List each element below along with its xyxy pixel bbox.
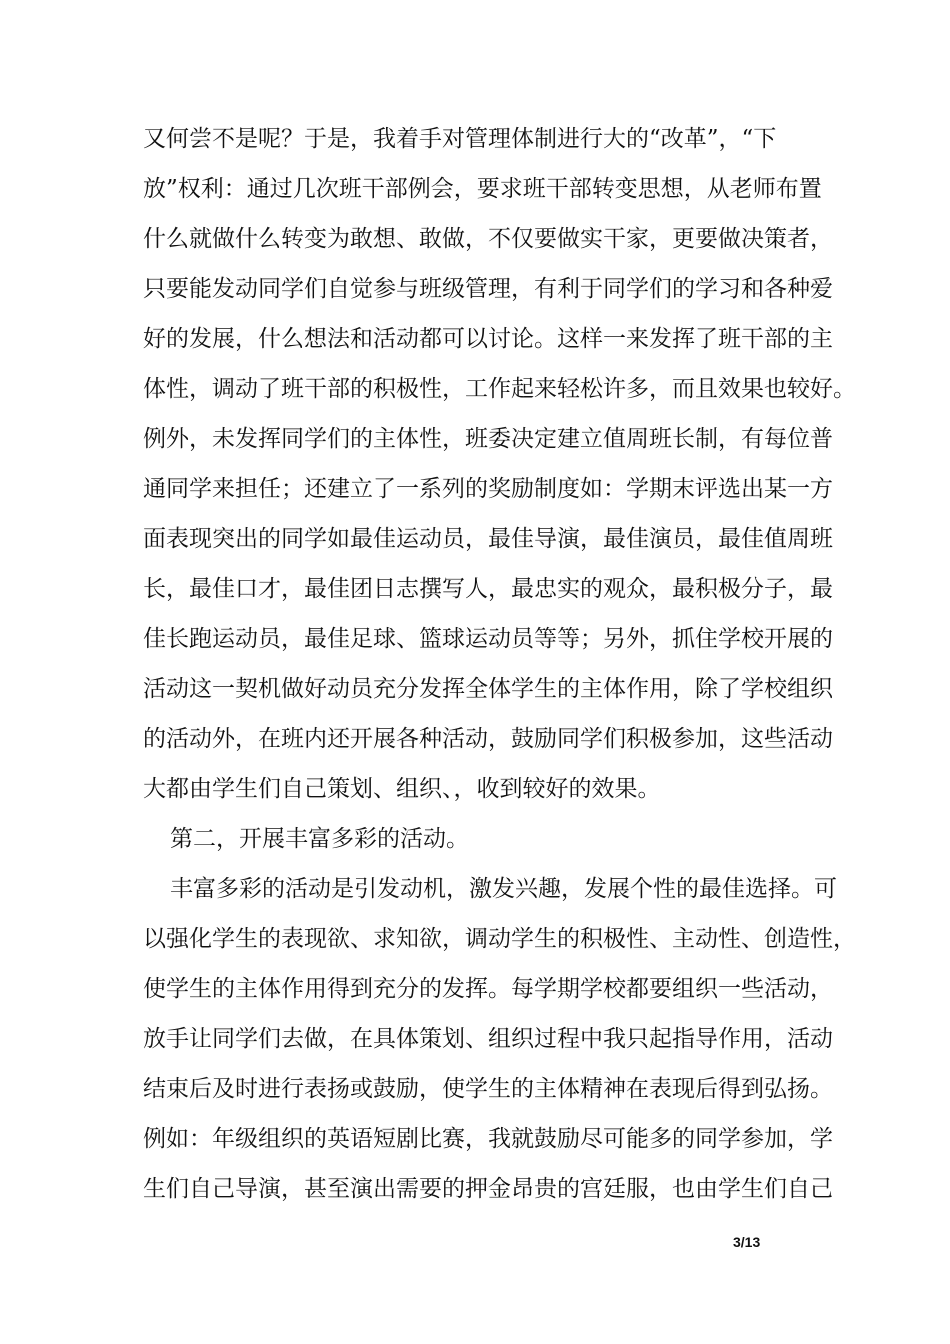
text-line: 的活动外，在班内还开展各种活动，鼓励同学们积极参加，这些活动 — [143, 726, 833, 752]
text-line: 体性，调动了班干部的积极性，工作起来轻松许多，而且效果也较好。 — [143, 376, 856, 402]
text-line: 例如：年级组织的英语短剧比赛，我就鼓励尽可能多的同学参加，学 — [143, 1126, 833, 1152]
text-line: 面表现突出的同学如最佳运动员，最佳导演，最佳演员，最佳值周班 — [143, 526, 833, 552]
text-line: 例外，未发挥同学们的主体性，班委决定建立值周班长制，有每位普 — [143, 426, 833, 452]
text-line: 丰富多彩的活动是引发动机，激发兴趣，发展个性的最佳选择。可 — [170, 876, 837, 902]
text-line: 长，最佳口才，最佳团日志撰写人，最忠实的观众，最积极分子，最 — [143, 576, 833, 602]
text-line: 佳长跑运动员，最佳足球、篮球运动员等等；另外，抓住学校开展的 — [143, 626, 833, 652]
text-line: 活动这一契机做好动员充分发挥全体学生的主体作用，除了学校组织 — [143, 676, 833, 702]
text-line: 以强化学生的表现欲、求知欲，调动学生的积极性、主动性、创造性， — [143, 926, 856, 952]
text-line: 只要能发动同学们自觉参与班级管理，有利于同学们的学习和各种爱 — [143, 276, 833, 302]
text-line: 放”权利：通过几次班干部例会，要求班干部转变思想，从老师布置 — [143, 176, 822, 202]
text-line: 通同学来担任；还建立了一系列的奖励制度如：学期末评选出某一方 — [143, 476, 833, 502]
section-heading: 第二，开展丰富多彩的活动。 — [170, 826, 469, 852]
page-number: 3/13 — [733, 1234, 761, 1250]
text-line: 大都由学生们自己策划、组织、，收到较好的效果。 — [143, 776, 661, 802]
text-line: 使学生的主体作用得到充分的发挥。每学期学校都要组织一些活动， — [143, 976, 833, 1002]
text-line: 又何尝不是呢？于是，我着手对管理体制进行大的“改革”，“下 — [143, 126, 777, 152]
text-line: 放手让同学们去做，在具体策划、组织过程中我只起指导作用，活动 — [143, 1026, 833, 1052]
text-line: 好的发展，什么想法和活动都可以讨论。这样一来发挥了班干部的主 — [143, 326, 833, 352]
text-line: 什么就做什么转变为敢想、敢做，不仅要做实干家，更要做决策者， — [143, 226, 833, 252]
text-line: 生们自己导演，甚至演出需要的押金昂贵的宫廷服，也由学生们自己 — [143, 1176, 833, 1202]
text-line: 结束后及时进行表扬或鼓励，使学生的主体精神在表现后得到弘扬。 — [143, 1076, 833, 1102]
